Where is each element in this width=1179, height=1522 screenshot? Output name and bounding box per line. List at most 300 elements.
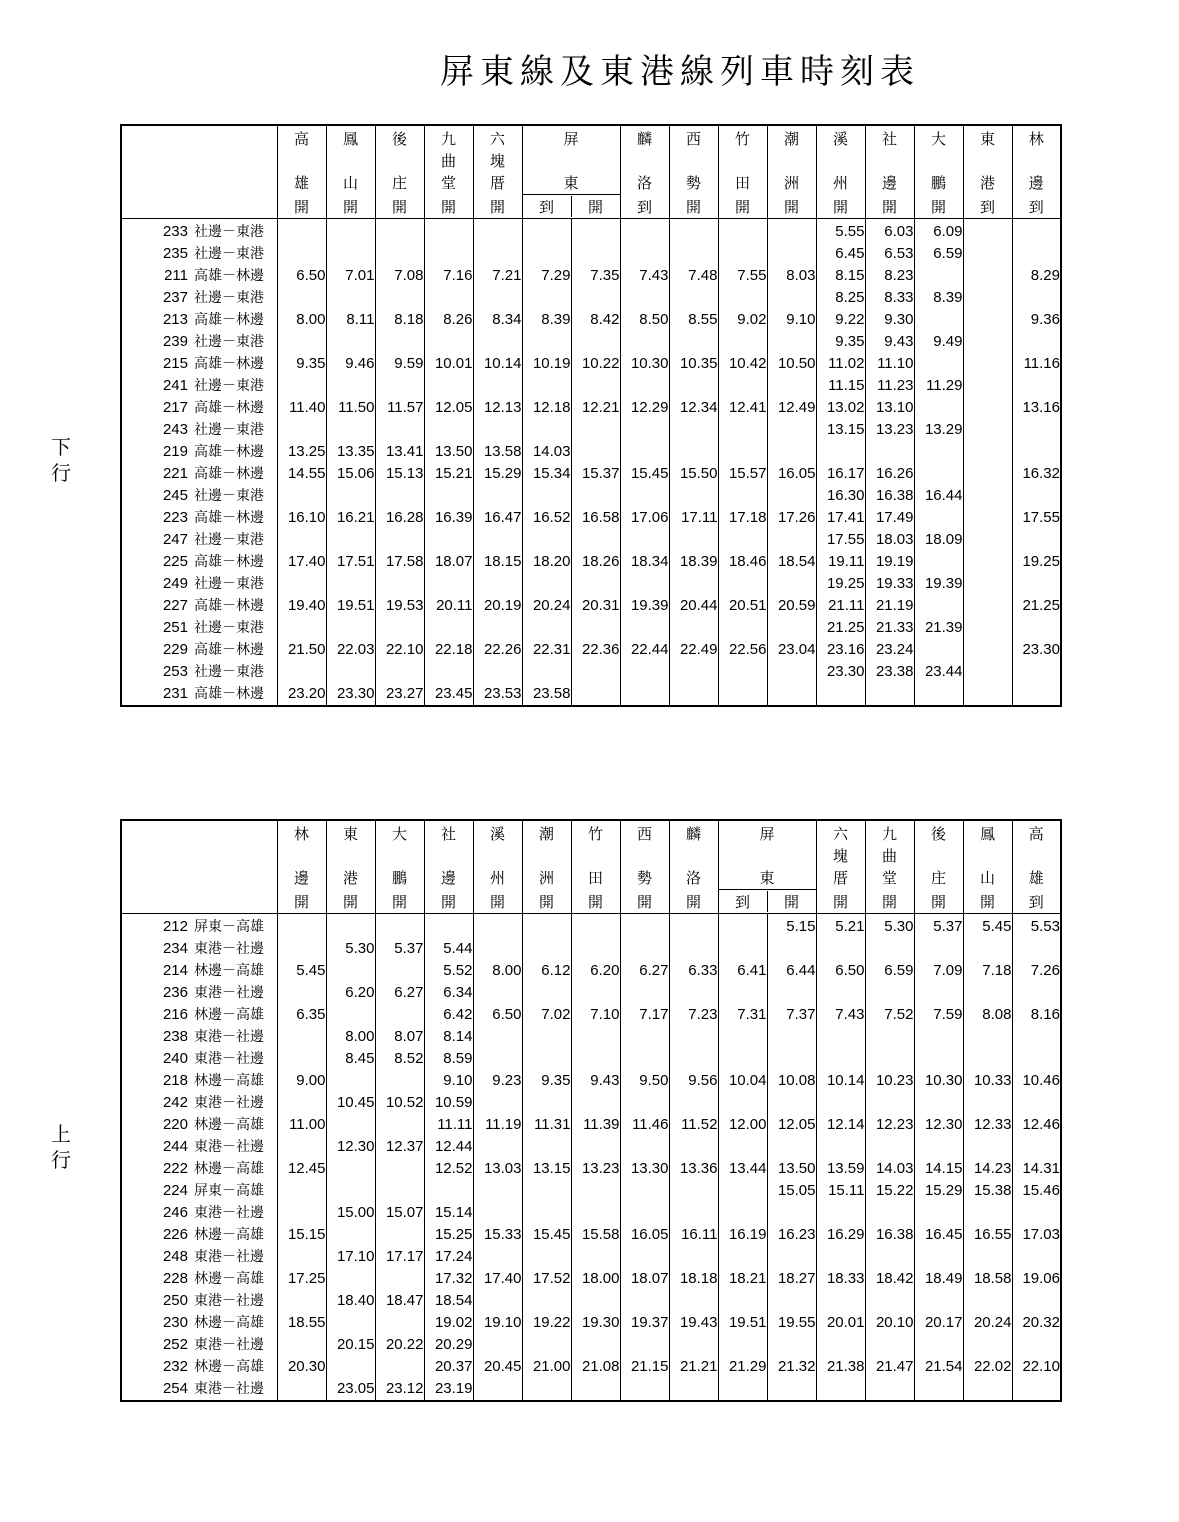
time-cell: 13.36 bbox=[669, 1158, 718, 1180]
arrive-depart-label: 開 bbox=[979, 893, 995, 911]
time-cell: 8.16 bbox=[1012, 1004, 1061, 1026]
train-route: 東港－社邊 bbox=[194, 1381, 264, 1397]
time-cell bbox=[522, 1378, 571, 1401]
up-timetable bbox=[120, 819, 1062, 1402]
train-number: 238 bbox=[162, 1028, 188, 1045]
time-cell: 18.27 bbox=[767, 1268, 816, 1290]
table-row bbox=[121, 595, 1061, 617]
train-number: 217 bbox=[162, 399, 188, 416]
time-cell bbox=[816, 1202, 865, 1224]
time-cell bbox=[767, 1202, 816, 1224]
time-cell: 15.57 bbox=[718, 463, 767, 485]
time-cell bbox=[718, 1334, 767, 1356]
time-cell: 9.35 bbox=[816, 331, 865, 353]
station-name-char: 鳳 bbox=[979, 825, 995, 843]
time-cell: 15.05 bbox=[767, 1180, 816, 1202]
time-cell: 16.38 bbox=[865, 485, 914, 507]
time-cell bbox=[375, 960, 424, 982]
time-cell: 7.02 bbox=[522, 1004, 571, 1026]
station-header bbox=[571, 820, 620, 914]
time-cell: 13.15 bbox=[816, 419, 865, 441]
time-cell bbox=[1012, 485, 1061, 507]
train-number: 232 bbox=[162, 1358, 188, 1375]
time-cell: 8.00 bbox=[326, 1026, 375, 1048]
time-cell: 20.30 bbox=[277, 1356, 326, 1378]
time-cell: 13.35 bbox=[326, 441, 375, 463]
time-cell: 11.40 bbox=[277, 397, 326, 419]
time-cell bbox=[620, 573, 669, 595]
time-cell bbox=[375, 485, 424, 507]
table-row bbox=[121, 661, 1061, 683]
time-cell: 19.11 bbox=[816, 551, 865, 573]
time-cell: 20.24 bbox=[963, 1312, 1012, 1334]
time-cell bbox=[620, 287, 669, 309]
train-route: 高雄－林邊 bbox=[194, 400, 264, 416]
time-cell bbox=[571, 441, 620, 463]
station-name-char bbox=[327, 845, 375, 867]
time-cell bbox=[1012, 1136, 1061, 1158]
time-cell: 17.06 bbox=[620, 507, 669, 529]
station-name-char bbox=[719, 150, 767, 172]
time-cell bbox=[522, 287, 571, 309]
time-cell bbox=[1012, 982, 1061, 1004]
time-cell bbox=[865, 938, 914, 960]
time-cell: 10.04 bbox=[718, 1070, 767, 1092]
train-number: 228 bbox=[162, 1270, 188, 1287]
time-cell: 7.43 bbox=[816, 1004, 865, 1026]
time-cell bbox=[571, 219, 620, 244]
time-cell: 19.02 bbox=[424, 1312, 473, 1334]
time-cell: 14.03 bbox=[865, 1158, 914, 1180]
time-cell bbox=[571, 1246, 620, 1268]
time-cell bbox=[718, 1202, 767, 1224]
time-cell: 19.39 bbox=[620, 595, 669, 617]
arrive-depart-label: 開 bbox=[489, 893, 505, 911]
time-cell: 8.34 bbox=[473, 309, 522, 331]
time-cell bbox=[1012, 1290, 1061, 1312]
time-cell: 11.39 bbox=[571, 1114, 620, 1136]
time-cell bbox=[718, 441, 767, 463]
time-cell: 9.22 bbox=[816, 309, 865, 331]
time-cell: 16.58 bbox=[571, 507, 620, 529]
time-cell bbox=[914, 1202, 963, 1224]
time-cell: 10.45 bbox=[326, 1092, 375, 1114]
time-cell bbox=[522, 243, 571, 265]
time-cell: 17.55 bbox=[1012, 507, 1061, 529]
time-cell: 20.01 bbox=[816, 1312, 865, 1334]
time-cell: 11.15 bbox=[816, 375, 865, 397]
time-cell: 19.51 bbox=[326, 595, 375, 617]
time-cell: 16.39 bbox=[424, 507, 473, 529]
time-cell: 5.44 bbox=[424, 938, 473, 960]
time-cell bbox=[375, 1180, 424, 1202]
train-route: 高雄－林邊 bbox=[194, 554, 264, 570]
time-cell: 9.56 bbox=[669, 1070, 718, 1092]
time-cell bbox=[326, 1158, 375, 1180]
train-number: 223 bbox=[162, 509, 188, 526]
time-cell bbox=[767, 375, 816, 397]
station-name-char: 勢 bbox=[685, 174, 701, 192]
time-cell bbox=[277, 419, 326, 441]
table-row bbox=[121, 1004, 1061, 1026]
time-cell: 21.54 bbox=[914, 1356, 963, 1378]
time-cell: 22.26 bbox=[473, 639, 522, 661]
station-header bbox=[424, 820, 473, 914]
time-cell bbox=[1012, 1334, 1061, 1356]
time-cell bbox=[963, 219, 1012, 244]
station-header bbox=[326, 125, 375, 219]
time-cell: 17.49 bbox=[865, 507, 914, 529]
station-header bbox=[914, 820, 963, 914]
table-row bbox=[121, 1334, 1061, 1356]
time-cell: 16.23 bbox=[767, 1224, 816, 1246]
time-cell bbox=[669, 1180, 718, 1202]
time-cell: 21.08 bbox=[571, 1356, 620, 1378]
time-cell bbox=[522, 1202, 571, 1224]
time-cell bbox=[914, 1246, 963, 1268]
train-route: 社邊－東港 bbox=[194, 224, 264, 240]
time-cell: 16.45 bbox=[914, 1224, 963, 1246]
time-cell: 23.38 bbox=[865, 661, 914, 683]
time-cell bbox=[1012, 529, 1061, 551]
station-name-char: 東 bbox=[979, 130, 995, 148]
time-cell: 18.07 bbox=[620, 1268, 669, 1290]
time-cell bbox=[669, 617, 718, 639]
time-cell bbox=[963, 1026, 1012, 1048]
time-cell: 16.26 bbox=[865, 463, 914, 485]
time-cell: 9.10 bbox=[424, 1070, 473, 1092]
time-cell: 12.41 bbox=[718, 397, 767, 419]
time-cell bbox=[865, 1048, 914, 1070]
time-cell: 13.29 bbox=[914, 419, 963, 441]
train-number: 243 bbox=[162, 421, 188, 438]
time-cell bbox=[816, 938, 865, 960]
station-name-char: 雄 bbox=[293, 174, 309, 192]
station-name-char bbox=[425, 845, 473, 867]
time-cell: 11.29 bbox=[914, 375, 963, 397]
time-cell bbox=[326, 243, 375, 265]
time-cell: 16.21 bbox=[326, 507, 375, 529]
train-route: 高雄－林邊 bbox=[194, 466, 264, 482]
time-cell bbox=[571, 938, 620, 960]
table-row bbox=[121, 441, 1061, 463]
time-cell: 17.10 bbox=[326, 1246, 375, 1268]
time-cell bbox=[669, 1378, 718, 1401]
station-header bbox=[473, 125, 522, 219]
time-cell: 17.58 bbox=[375, 551, 424, 573]
train-route: 東港－社邊 bbox=[194, 1139, 264, 1155]
station-name-char: 州 bbox=[832, 174, 848, 192]
time-cell bbox=[865, 1246, 914, 1268]
time-cell: 18.40 bbox=[326, 1290, 375, 1312]
time-cell: 10.22 bbox=[571, 353, 620, 375]
time-cell bbox=[277, 1180, 326, 1202]
time-cell: 18.00 bbox=[571, 1268, 620, 1290]
time-cell: 17.24 bbox=[424, 1246, 473, 1268]
time-cell: 18.42 bbox=[865, 1268, 914, 1290]
time-cell: 6.42 bbox=[424, 1004, 473, 1026]
time-cell bbox=[767, 1026, 816, 1048]
station-name-char: 潮 bbox=[538, 825, 554, 843]
time-cell bbox=[473, 1334, 522, 1356]
time-cell: 23.30 bbox=[816, 661, 865, 683]
time-cell bbox=[620, 1290, 669, 1312]
time-cell bbox=[375, 1070, 424, 1092]
time-cell: 5.53 bbox=[1012, 914, 1061, 939]
station-name-char: 庄 bbox=[391, 174, 407, 192]
time-cell bbox=[375, 1004, 424, 1026]
time-cell: 22.18 bbox=[424, 639, 473, 661]
time-cell: 7.09 bbox=[914, 960, 963, 982]
time-cell bbox=[326, 287, 375, 309]
time-cell bbox=[767, 441, 816, 463]
time-cell bbox=[963, 1136, 1012, 1158]
train-number: 245 bbox=[162, 487, 188, 504]
time-cell: 20.19 bbox=[473, 595, 522, 617]
time-cell: 17.40 bbox=[473, 1268, 522, 1290]
time-cell bbox=[571, 1290, 620, 1312]
time-cell: 8.11 bbox=[326, 309, 375, 331]
time-cell bbox=[963, 1092, 1012, 1114]
time-cell: 18.54 bbox=[424, 1290, 473, 1312]
train-number: 225 bbox=[162, 553, 188, 570]
time-cell: 18.09 bbox=[914, 529, 963, 551]
station-header bbox=[375, 125, 424, 219]
station-name-char: 鵬 bbox=[391, 869, 407, 887]
time-cell: 23.19 bbox=[424, 1378, 473, 1401]
time-cell bbox=[277, 661, 326, 683]
time-cell bbox=[375, 419, 424, 441]
time-cell bbox=[1012, 219, 1061, 244]
arrive-depart-label: 開 bbox=[571, 196, 620, 217]
arrive-depart-label: 開 bbox=[767, 891, 816, 912]
time-cell bbox=[914, 265, 963, 287]
time-cell: 14.03 bbox=[522, 441, 571, 463]
time-cell: 12.52 bbox=[424, 1158, 473, 1180]
time-cell: 6.12 bbox=[522, 960, 571, 982]
time-cell bbox=[767, 1048, 816, 1070]
train-number: 246 bbox=[162, 1204, 188, 1221]
time-cell: 7.31 bbox=[718, 1004, 767, 1026]
time-cell: 5.21 bbox=[816, 914, 865, 939]
time-cell: 22.36 bbox=[571, 639, 620, 661]
time-cell bbox=[963, 375, 1012, 397]
time-cell: 23.45 bbox=[424, 683, 473, 706]
arrive-depart-label: 開 bbox=[391, 198, 407, 216]
station-name-char: 大 bbox=[391, 825, 407, 843]
time-cell: 23.53 bbox=[473, 683, 522, 706]
train-route: 社邊－東港 bbox=[194, 532, 264, 548]
time-cell bbox=[767, 1136, 816, 1158]
table-row bbox=[121, 1356, 1061, 1378]
time-cell: 8.03 bbox=[767, 265, 816, 287]
time-cell: 23.27 bbox=[375, 683, 424, 706]
table-row bbox=[121, 1026, 1061, 1048]
time-cell bbox=[718, 287, 767, 309]
time-cell bbox=[375, 1268, 424, 1290]
time-cell: 19.06 bbox=[1012, 1268, 1061, 1290]
time-cell bbox=[914, 1378, 963, 1401]
time-cell: 22.10 bbox=[1012, 1356, 1061, 1378]
time-cell: 17.52 bbox=[522, 1268, 571, 1290]
time-cell bbox=[620, 617, 669, 639]
time-cell: 8.08 bbox=[963, 1004, 1012, 1026]
time-cell: 19.25 bbox=[1012, 551, 1061, 573]
time-cell: 11.02 bbox=[816, 353, 865, 375]
time-cell bbox=[277, 1378, 326, 1401]
table-row bbox=[121, 397, 1061, 419]
time-cell bbox=[473, 914, 522, 939]
station-header bbox=[620, 125, 669, 219]
time-cell: 13.15 bbox=[522, 1158, 571, 1180]
station-name-char: 鳳 bbox=[342, 130, 358, 148]
station-header bbox=[522, 125, 620, 219]
time-cell bbox=[277, 1136, 326, 1158]
time-cell: 17.03 bbox=[1012, 1224, 1061, 1246]
time-cell: 18.20 bbox=[522, 551, 571, 573]
time-cell: 9.46 bbox=[326, 353, 375, 375]
time-cell: 12.46 bbox=[1012, 1114, 1061, 1136]
arrive-depart-label: 開 bbox=[587, 893, 603, 911]
station-name-char: 邊 bbox=[881, 174, 897, 192]
time-cell: 12.21 bbox=[571, 397, 620, 419]
time-cell bbox=[277, 1290, 326, 1312]
time-cell bbox=[669, 1290, 718, 1312]
station-name-char: 麟 bbox=[685, 825, 701, 843]
time-cell: 8.14 bbox=[424, 1026, 473, 1048]
time-cell: 6.20 bbox=[326, 982, 375, 1004]
time-cell: 7.59 bbox=[914, 1004, 963, 1026]
time-cell: 9.10 bbox=[767, 309, 816, 331]
time-cell bbox=[277, 982, 326, 1004]
time-cell: 18.58 bbox=[963, 1268, 1012, 1290]
time-cell bbox=[522, 331, 571, 353]
time-cell: 12.30 bbox=[326, 1136, 375, 1158]
time-cell bbox=[375, 914, 424, 939]
train-route: 屏東－高雄 bbox=[194, 919, 264, 935]
time-cell: 15.21 bbox=[424, 463, 473, 485]
time-cell: 12.33 bbox=[963, 1114, 1012, 1136]
time-cell bbox=[326, 573, 375, 595]
station-name-char bbox=[964, 845, 1012, 867]
station-header bbox=[277, 820, 326, 914]
station-header bbox=[718, 820, 816, 914]
time-cell: 22.10 bbox=[375, 639, 424, 661]
time-cell bbox=[963, 617, 1012, 639]
table-row bbox=[121, 507, 1061, 529]
time-cell bbox=[963, 331, 1012, 353]
time-cell bbox=[963, 683, 1012, 706]
station-header bbox=[865, 125, 914, 219]
train-number: 237 bbox=[162, 289, 188, 306]
time-cell bbox=[767, 219, 816, 244]
time-cell bbox=[620, 331, 669, 353]
station-name-char: 六 bbox=[489, 130, 505, 148]
time-cell bbox=[277, 1026, 326, 1048]
time-cell: 16.19 bbox=[718, 1224, 767, 1246]
train-number: 241 bbox=[162, 377, 188, 394]
time-cell: 18.15 bbox=[473, 551, 522, 573]
time-cell bbox=[424, 661, 473, 683]
down-direction-label bbox=[50, 434, 72, 486]
time-cell bbox=[571, 331, 620, 353]
station-name-char: 潮 bbox=[783, 130, 799, 148]
time-cell bbox=[767, 938, 816, 960]
time-cell bbox=[669, 914, 718, 939]
time-cell bbox=[620, 1048, 669, 1070]
arrive-depart-label: 開 bbox=[538, 893, 554, 911]
time-cell bbox=[277, 938, 326, 960]
time-cell bbox=[963, 982, 1012, 1004]
time-cell bbox=[767, 1290, 816, 1312]
time-cell: 16.29 bbox=[816, 1224, 865, 1246]
time-cell: 6.59 bbox=[914, 243, 963, 265]
time-cell: 9.02 bbox=[718, 309, 767, 331]
time-cell: 12.18 bbox=[522, 397, 571, 419]
time-cell bbox=[963, 1246, 1012, 1268]
time-cell: 11.10 bbox=[865, 353, 914, 375]
station-name-char: 溪 bbox=[832, 130, 848, 148]
station-name-char bbox=[621, 150, 669, 172]
time-cell: 14.31 bbox=[1012, 1158, 1061, 1180]
time-cell: 10.46 bbox=[1012, 1070, 1061, 1092]
station-name-char bbox=[866, 150, 914, 172]
time-cell bbox=[669, 1246, 718, 1268]
time-cell bbox=[473, 661, 522, 683]
time-cell: 15.07 bbox=[375, 1202, 424, 1224]
time-cell: 7.23 bbox=[669, 1004, 718, 1026]
time-cell: 6.45 bbox=[816, 243, 865, 265]
table-row bbox=[121, 419, 1061, 441]
time-cell bbox=[473, 938, 522, 960]
time-cell bbox=[718, 1378, 767, 1401]
time-cell bbox=[277, 1048, 326, 1070]
time-cell: 16.05 bbox=[620, 1224, 669, 1246]
time-cell: 12.13 bbox=[473, 397, 522, 419]
time-cell bbox=[522, 1290, 571, 1312]
time-cell: 18.55 bbox=[277, 1312, 326, 1334]
time-cell: 18.18 bbox=[669, 1268, 718, 1290]
time-cell: 12.44 bbox=[424, 1136, 473, 1158]
train-number: 251 bbox=[162, 619, 188, 636]
train-route: 社邊－東港 bbox=[194, 378, 264, 394]
arrive-depart-label: 開 bbox=[440, 893, 456, 911]
time-cell: 18.47 bbox=[375, 1290, 424, 1312]
time-cell bbox=[620, 683, 669, 706]
time-cell: 15.06 bbox=[326, 463, 375, 485]
time-cell: 8.15 bbox=[816, 265, 865, 287]
train-number: 250 bbox=[162, 1292, 188, 1309]
time-cell: 10.14 bbox=[473, 353, 522, 375]
table-row bbox=[121, 551, 1061, 573]
time-cell: 6.09 bbox=[914, 219, 963, 244]
table-row bbox=[121, 1202, 1061, 1224]
time-cell: 7.17 bbox=[620, 1004, 669, 1026]
time-cell bbox=[669, 219, 718, 244]
time-cell: 20.32 bbox=[1012, 1312, 1061, 1334]
time-cell: 23.30 bbox=[1012, 639, 1061, 661]
table-row bbox=[121, 573, 1061, 595]
station-name-char bbox=[278, 150, 326, 172]
time-cell bbox=[522, 914, 571, 939]
time-cell: 21.38 bbox=[816, 1356, 865, 1378]
time-cell: 21.39 bbox=[914, 617, 963, 639]
time-cell: 6.59 bbox=[865, 960, 914, 982]
time-cell: 15.15 bbox=[277, 1224, 326, 1246]
time-cell: 9.36 bbox=[1012, 309, 1061, 331]
time-cell: 13.58 bbox=[473, 441, 522, 463]
table-row bbox=[121, 982, 1061, 1004]
